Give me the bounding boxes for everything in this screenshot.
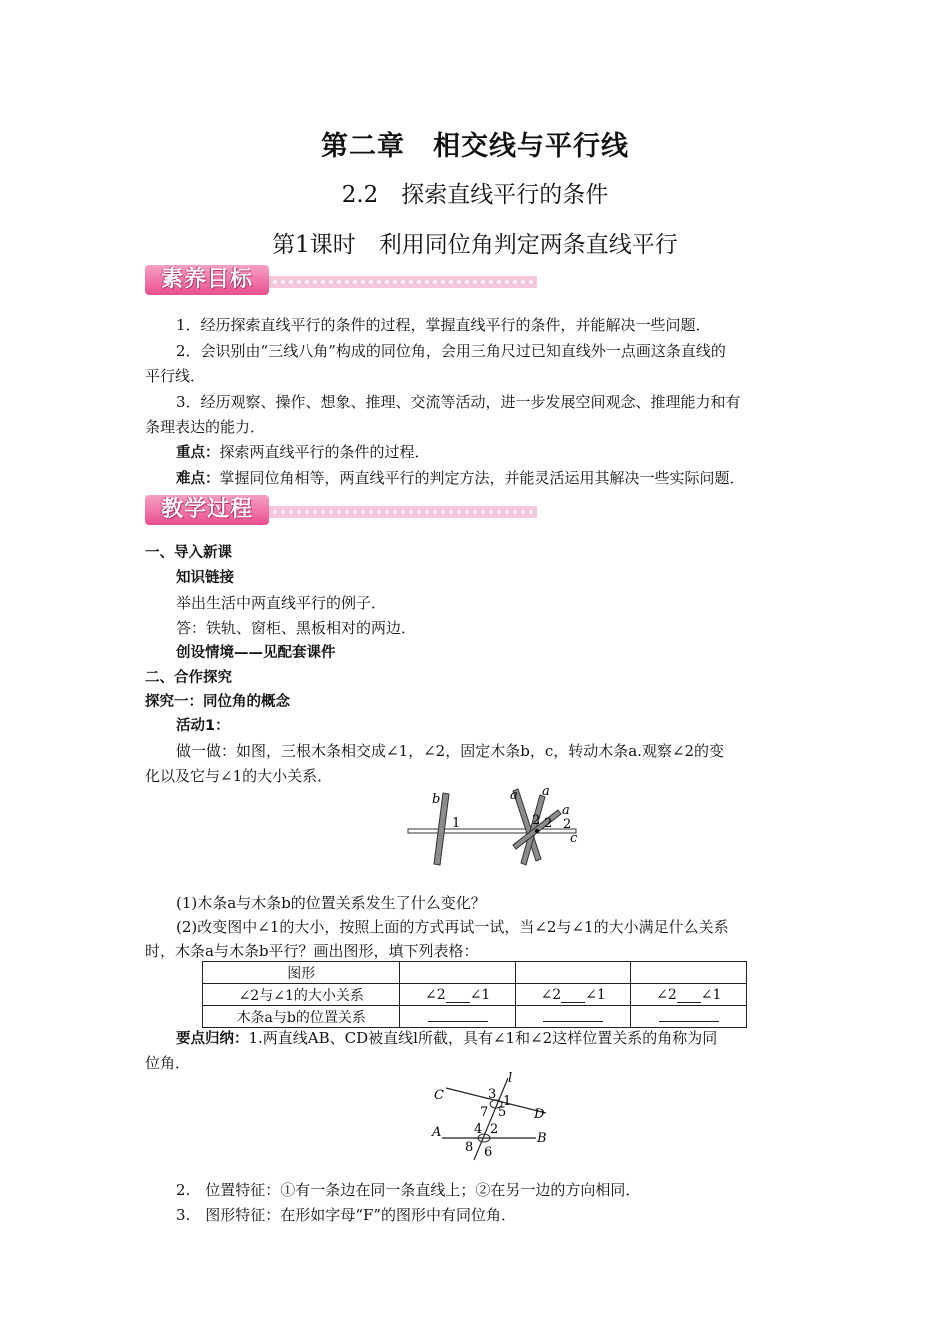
summary-line-b: 位角． xyxy=(145,1054,191,1072)
label-2-c: 2 xyxy=(563,817,572,832)
goals-banner-dots xyxy=(269,276,537,288)
label-1: 1 xyxy=(452,816,461,831)
part2-heading: 二、合作探究 xyxy=(145,670,232,686)
summary-text: 1.两直线AB、CD被直线l所截，具有∠1和∠2这样位置关系的角称为同 xyxy=(248,1029,718,1047)
label-2-fig2: 2 xyxy=(490,1122,499,1137)
difficult-point-label: 难点： xyxy=(176,471,220,487)
label-a-2: a xyxy=(542,785,550,799)
explore1-heading: 探究一：同位角的概念 xyxy=(145,694,290,710)
scenario-line: 创设情境——见配套课件 xyxy=(176,645,336,661)
label-c: c xyxy=(570,831,578,846)
fill-in-table xyxy=(202,961,747,1028)
table-cell[interactable] xyxy=(631,962,747,984)
blank[interactable] xyxy=(677,988,701,1003)
angle2-text: ∠2 xyxy=(425,986,446,1003)
label-a-1: a xyxy=(510,788,518,803)
label-A: A xyxy=(432,1125,442,1140)
activity1-heading: 活动1： xyxy=(176,718,230,734)
blank[interactable] xyxy=(561,988,585,1003)
knowledge-question: 举出生活中两直线平行的例子． xyxy=(176,594,387,612)
corresponding-angles-figure xyxy=(430,1070,560,1165)
label-8: 8 xyxy=(465,1140,474,1155)
goal-item-2b: 平行线． xyxy=(145,367,206,385)
blank[interactable] xyxy=(543,1007,603,1022)
pivot-point xyxy=(535,829,539,833)
question-2a: (2)改变图中∠1的大小，按照上面的方式再试一试，当∠2与∠1的大小满足什么关系 xyxy=(176,918,729,936)
blank[interactable] xyxy=(659,1007,719,1022)
point-2: 2. 位置特征：①有一条边在同一条直线上；②在另一边的方向相同． xyxy=(176,1181,641,1199)
process-banner-label: 教学过程 xyxy=(160,497,253,522)
doit-line-a: 做一做：如图，三根木条相交成∠1，∠2，固定木条b，c，转动木条a.观察∠2的变 xyxy=(176,742,725,760)
table-row xyxy=(203,1006,747,1028)
angle2-text: ∠2 xyxy=(656,986,677,1003)
table-cell[interactable] xyxy=(631,984,747,1006)
label-C: C xyxy=(434,1088,444,1103)
part1-heading: 一、导入新课 xyxy=(145,545,232,561)
label-b: b xyxy=(432,792,441,807)
goal-item-2a: 2．会识别由“三线八角”构成的同位角，会用三角尺过已知直线外一点画这条直线的 xyxy=(176,342,726,360)
label-l: l xyxy=(508,1071,513,1086)
goal-item-1: 1．经历探索直线平行的条件的过程，掌握直线平行的条件，并能解决一些问题． xyxy=(176,316,711,334)
label-a-3: a xyxy=(562,803,570,818)
key-point xyxy=(176,440,430,466)
section-title: 2.2 探索直线平行的条件 xyxy=(341,182,609,208)
angle1-text: ∠1 xyxy=(469,986,491,1003)
label-B: B xyxy=(537,1131,547,1146)
difficult-point xyxy=(176,466,745,492)
sticks-figure xyxy=(400,785,590,870)
label-4: 4 xyxy=(474,1122,483,1137)
goals-banner-label: 素养目标 xyxy=(160,267,253,292)
table-cell-figure-label: 图形 xyxy=(203,962,400,984)
table-cell[interactable] xyxy=(400,984,516,1006)
angle1-text: ∠1 xyxy=(700,986,722,1003)
process-banner xyxy=(145,493,537,527)
table-cell[interactable] xyxy=(631,1006,747,1028)
table-cell[interactable] xyxy=(515,962,631,984)
table-row xyxy=(203,962,747,984)
table-cell-position-label: 木条a与b的位置关系 xyxy=(203,1006,400,1028)
label-7: 7 xyxy=(480,1105,489,1120)
key-point-label: 重点： xyxy=(176,445,220,461)
label-D: D xyxy=(534,1107,545,1122)
question-2b: 时，木条a与木条b平行？画出图形，填下列表格： xyxy=(145,942,479,960)
summary-label: 要点归纳： xyxy=(176,1031,249,1047)
blank[interactable] xyxy=(428,1007,488,1022)
table-cell-relation-label: ∠2与∠1的大小关系 xyxy=(203,984,400,1006)
table-cell[interactable] xyxy=(400,962,516,984)
table-cell[interactable] xyxy=(515,1006,631,1028)
table-cell[interactable] xyxy=(400,1006,516,1028)
table-row xyxy=(203,984,747,1006)
label-3: 3 xyxy=(488,1087,497,1102)
angle1-text: ∠1 xyxy=(585,986,606,1003)
blank[interactable] xyxy=(446,988,470,1003)
goals-banner xyxy=(145,263,537,297)
process-banner-dots xyxy=(269,506,537,518)
lesson-title: 第1课时 利用同位角判定两条直线平行 xyxy=(272,232,678,258)
knowledge-answer: 答：铁轨、窗柜、黑板相对的两边． xyxy=(176,619,417,637)
difficult-point-text: 掌握同位角相等，两直线平行的判定方法，并能灵活运用其解决一些实际问题． xyxy=(219,469,745,487)
table-cell[interactable] xyxy=(515,984,631,1006)
angle2-text: ∠2 xyxy=(540,986,562,1003)
knowledge-link-heading: 知识链接 xyxy=(176,570,234,586)
question-1: (1)木条a与木条b的位置关系发生了什么变化？ xyxy=(176,894,486,912)
chapter-title: 第二章 相交线与平行线 xyxy=(321,131,629,162)
point-3: 3. 图形特征：在形如字母“F”的图形中有同位角． xyxy=(176,1206,517,1224)
label-2-a: 2 xyxy=(532,813,541,828)
label-6: 6 xyxy=(484,1145,493,1160)
label-1-fig2: 1 xyxy=(503,1094,512,1109)
key-point-text: 探索两直线平行的条件的过程． xyxy=(219,443,430,461)
goal-item-3b: 条理表达的能力． xyxy=(145,418,266,436)
label-2-b: 2 xyxy=(544,816,553,831)
label-5: 5 xyxy=(498,1105,507,1120)
goal-item-3a: 3．经历观察、操作、想象、推理、交流等活动，进一步发展空间观念、推理能力和有 xyxy=(176,393,741,411)
doit-line-b: 化以及它与∠1的大小关系． xyxy=(145,767,333,785)
summary-line-a xyxy=(176,1026,806,1052)
